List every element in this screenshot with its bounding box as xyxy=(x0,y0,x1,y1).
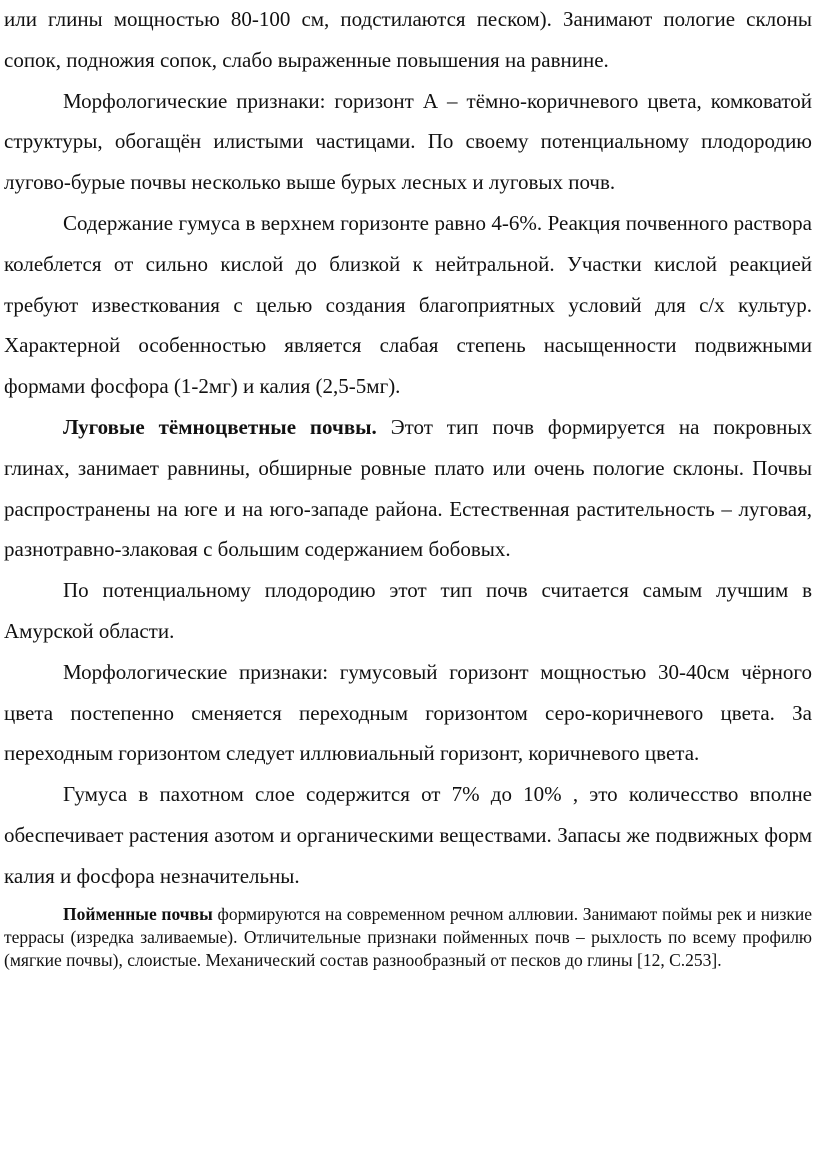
footer-text xyxy=(4,903,812,973)
paragraph-text: Содержание гумуса в верхнем горизонте равно 4-6%. Реакция почвенного раствора колеблется от сильно кислой до близкой к нейтральной. Участки кислой реакцией требуют известкования с целью создания благоприятных условий для с/х культур. Характерной особенностью является слабая степень насыщенности подвижными формами фосфора (1-2мг) и калия (2,5-5мг). xyxy=(4,210,812,399)
paragraph-humus-arable xyxy=(4,774,812,896)
paragraph-fertility xyxy=(4,570,812,652)
paragraph-text: По потенциальному плодородию этот тип почв считается самым лучшим в Амурской области. xyxy=(4,578,812,643)
paragraph-text: или глины мощностью 80-100 см, подстилаются песком). Занимают пологие склоны сопок, подножия сопок, слабо выраженные повышения на равнине. xyxy=(4,7,812,72)
paragraph-text: Морфологические признаки: гумусовый горизонт мощностью 30-40см чёрного цвета постепенно сменяется переходным горизонтом серо-коричневого цвета. За переходным горизонтом следует иллювиальный горизонт, коричневого цвета. xyxy=(4,659,812,766)
paragraph-morphology-meadow-brown xyxy=(4,81,812,203)
section-heading: Луговые тёмноцветные почвы. xyxy=(63,414,377,439)
section-heading: Пойменные почвы xyxy=(63,903,213,924)
paragraph-floodplain-soils xyxy=(4,903,812,973)
paragraph-meadow-dark-soils xyxy=(4,407,812,570)
paragraph-continuation xyxy=(4,0,812,81)
paragraph-text: Этот тип почв формируется на покровных глинах, занимает равнины, обширные ровные плато или очень пологие склоны. Почвы распространены на юге и на юго-западе района. Естественная растительность – луговая, разнотравно-злаковая с большим содержанием бобовых. xyxy=(4,414,812,562)
paragraph-text: формируются на современном речном аллювии. Занимают поймы рек и низкие террасы (изредка заливаемые). Отличительные признаки пойменных почв – рыхлость по всему профилю (мягкие почвы), слоистые. Механический состав разнообразный от песков до глины [12, С.253]. xyxy=(4,903,813,970)
paragraph-humus-content xyxy=(4,203,812,407)
paragraph-text: Гумуса в пахотном слое содержится от 7% до 10% , это количесство вполне обеспечивает растения азотом и органическими веществами. Запасы же подвижных форм калия и фосфора незначительны. xyxy=(4,782,812,888)
main-text xyxy=(4,0,812,897)
paragraph-text: Морфологические признаки: горизонт А – тёмно-коричневого цвета, комковатой структуры, обогащён илистыми частицами. По своему потенциальному плодородию лугово-бурые почвы несколько выше бурых лесных и луговых почв. xyxy=(4,88,812,195)
paragraph-morphology-dark xyxy=(4,652,812,774)
